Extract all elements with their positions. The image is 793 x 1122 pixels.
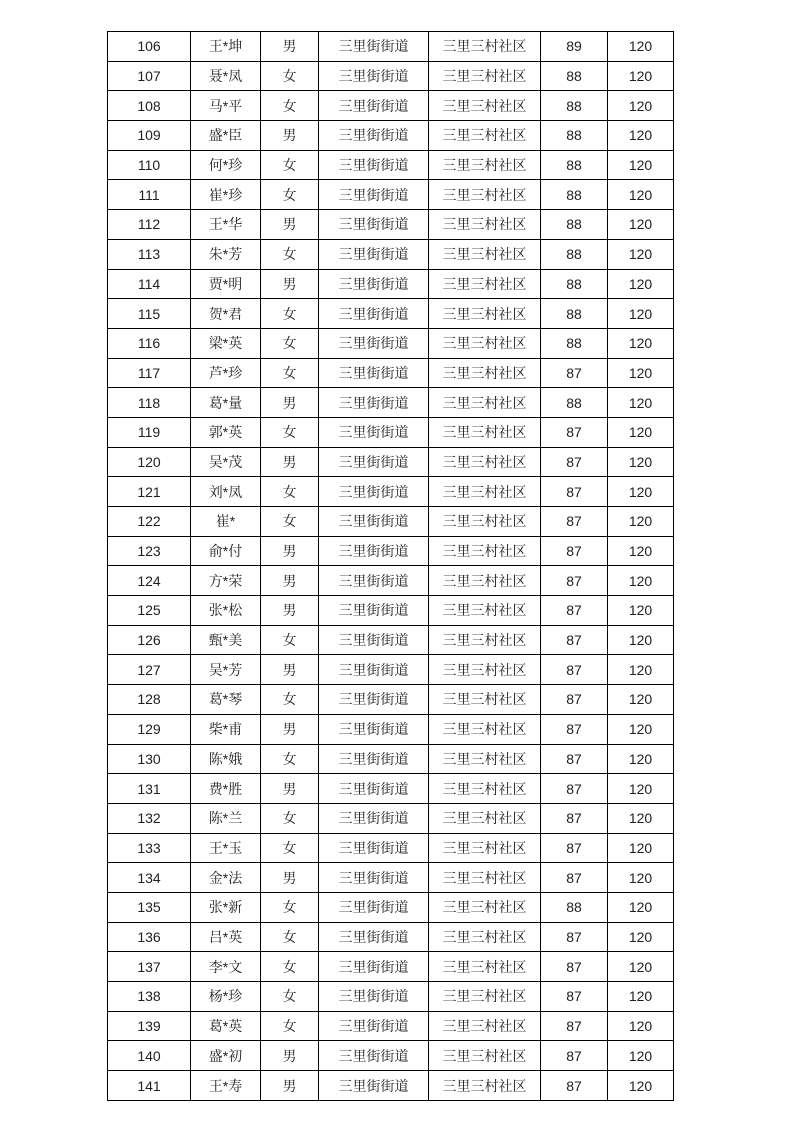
cell-serial-number: 113 xyxy=(108,239,191,269)
cell-community: 三里三村社区 xyxy=(429,863,541,893)
cell-community: 三里三村社区 xyxy=(429,892,541,922)
cell-score: 89 xyxy=(541,32,608,62)
cell-community: 三里三村社区 xyxy=(429,922,541,952)
cell-street: 三里街街道 xyxy=(319,833,429,863)
cell-street: 三里街街道 xyxy=(319,774,429,804)
cell-name: 陈*娥 xyxy=(191,744,261,774)
cell-serial-number: 123 xyxy=(108,536,191,566)
cell-score: 88 xyxy=(541,180,608,210)
cell-amount: 120 xyxy=(608,892,674,922)
cell-gender: 男 xyxy=(261,566,319,596)
cell-serial-number: 116 xyxy=(108,328,191,358)
table-row xyxy=(108,744,674,774)
cell-serial-number: 138 xyxy=(108,982,191,1012)
cell-street: 三里街街道 xyxy=(319,299,429,329)
cell-serial-number: 120 xyxy=(108,447,191,477)
cell-community: 三里三村社区 xyxy=(429,61,541,91)
table-row xyxy=(108,863,674,893)
cell-community: 三里三村社区 xyxy=(429,714,541,744)
cell-score: 87 xyxy=(541,358,608,388)
cell-gender: 男 xyxy=(261,447,319,477)
cell-name: 俞*付 xyxy=(191,536,261,566)
cell-name: 吕*英 xyxy=(191,922,261,952)
cell-amount: 120 xyxy=(608,91,674,121)
cell-gender: 男 xyxy=(261,596,319,626)
cell-community: 三里三村社区 xyxy=(429,833,541,863)
cell-score: 87 xyxy=(541,685,608,715)
cell-score: 87 xyxy=(541,1041,608,1071)
cell-serial-number: 129 xyxy=(108,714,191,744)
cell-name: 陈*兰 xyxy=(191,803,261,833)
table-row xyxy=(108,833,674,863)
cell-score: 87 xyxy=(541,417,608,447)
cell-gender: 女 xyxy=(261,625,319,655)
cell-name: 张*新 xyxy=(191,892,261,922)
cell-score: 88 xyxy=(541,91,608,121)
cell-amount: 120 xyxy=(608,477,674,507)
cell-street: 三里街街道 xyxy=(319,447,429,477)
cell-name: 贺*君 xyxy=(191,299,261,329)
cell-gender: 男 xyxy=(261,714,319,744)
cell-amount: 120 xyxy=(608,803,674,833)
cell-street: 三里街街道 xyxy=(319,61,429,91)
cell-street: 三里街街道 xyxy=(319,685,429,715)
cell-amount: 120 xyxy=(608,180,674,210)
cell-street: 三里街街道 xyxy=(319,417,429,447)
cell-gender: 女 xyxy=(261,892,319,922)
cell-amount: 120 xyxy=(608,1071,674,1101)
cell-score: 87 xyxy=(541,982,608,1012)
cell-name: 吴*茂 xyxy=(191,447,261,477)
cell-street: 三里街街道 xyxy=(319,507,429,537)
cell-score: 87 xyxy=(541,833,608,863)
cell-name: 葛*琴 xyxy=(191,685,261,715)
cell-gender: 男 xyxy=(261,774,319,804)
cell-score: 87 xyxy=(541,536,608,566)
cell-score: 88 xyxy=(541,121,608,151)
cell-name: 盛*臣 xyxy=(191,121,261,151)
cell-amount: 120 xyxy=(608,536,674,566)
table-row xyxy=(108,952,674,982)
cell-gender: 男 xyxy=(261,863,319,893)
table-row xyxy=(108,150,674,180)
cell-gender: 女 xyxy=(261,61,319,91)
cell-name: 方*荣 xyxy=(191,566,261,596)
cell-community: 三里三村社区 xyxy=(429,328,541,358)
cell-name: 刘*凤 xyxy=(191,477,261,507)
table-row xyxy=(108,32,674,62)
cell-community: 三里三村社区 xyxy=(429,1041,541,1071)
cell-serial-number: 114 xyxy=(108,269,191,299)
cell-community: 三里三村社区 xyxy=(429,655,541,685)
cell-score: 88 xyxy=(541,61,608,91)
cell-street: 三里街街道 xyxy=(319,477,429,507)
cell-serial-number: 139 xyxy=(108,1011,191,1041)
cell-amount: 120 xyxy=(608,625,674,655)
cell-gender: 女 xyxy=(261,744,319,774)
cell-community: 三里三村社区 xyxy=(429,774,541,804)
table-row xyxy=(108,892,674,922)
cell-serial-number: 107 xyxy=(108,61,191,91)
cell-gender: 女 xyxy=(261,299,319,329)
cell-street: 三里街街道 xyxy=(319,32,429,62)
cell-gender: 女 xyxy=(261,150,319,180)
cell-score: 87 xyxy=(541,1011,608,1041)
cell-serial-number: 110 xyxy=(108,150,191,180)
cell-community: 三里三村社区 xyxy=(429,625,541,655)
cell-serial-number: 132 xyxy=(108,803,191,833)
cell-gender: 男 xyxy=(261,1071,319,1101)
table-row xyxy=(108,447,674,477)
table-row xyxy=(108,596,674,626)
cell-amount: 120 xyxy=(608,952,674,982)
cell-gender: 男 xyxy=(261,121,319,151)
cell-gender: 女 xyxy=(261,91,319,121)
cell-street: 三里街街道 xyxy=(319,1071,429,1101)
cell-street: 三里街街道 xyxy=(319,863,429,893)
cell-street: 三里街街道 xyxy=(319,596,429,626)
cell-score: 88 xyxy=(541,328,608,358)
cell-name: 盛*初 xyxy=(191,1041,261,1071)
cell-serial-number: 135 xyxy=(108,892,191,922)
table-row xyxy=(108,655,674,685)
table-row xyxy=(108,1011,674,1041)
cell-street: 三里街街道 xyxy=(319,121,429,151)
cell-amount: 120 xyxy=(608,150,674,180)
cell-amount: 120 xyxy=(608,388,674,418)
cell-gender: 女 xyxy=(261,507,319,537)
table-row xyxy=(108,417,674,447)
cell-name: 崔* xyxy=(191,507,261,537)
cell-community: 三里三村社区 xyxy=(429,507,541,537)
cell-gender: 女 xyxy=(261,180,319,210)
cell-serial-number: 119 xyxy=(108,417,191,447)
cell-gender: 女 xyxy=(261,685,319,715)
table-row xyxy=(108,91,674,121)
cell-community: 三里三村社区 xyxy=(429,952,541,982)
cell-street: 三里街街道 xyxy=(319,952,429,982)
cell-score: 87 xyxy=(541,625,608,655)
cell-name: 梁*英 xyxy=(191,328,261,358)
cell-score: 88 xyxy=(541,150,608,180)
table-row xyxy=(108,714,674,744)
cell-name: 何*珍 xyxy=(191,150,261,180)
cell-score: 87 xyxy=(541,447,608,477)
cell-community: 三里三村社区 xyxy=(429,803,541,833)
cell-amount: 120 xyxy=(608,239,674,269)
cell-serial-number: 108 xyxy=(108,91,191,121)
table-row xyxy=(108,61,674,91)
cell-community: 三里三村社区 xyxy=(429,180,541,210)
cell-street: 三里街街道 xyxy=(319,982,429,1012)
table-row xyxy=(108,328,674,358)
cell-gender: 女 xyxy=(261,1011,319,1041)
cell-gender: 男 xyxy=(261,536,319,566)
table-row xyxy=(108,239,674,269)
cell-community: 三里三村社区 xyxy=(429,536,541,566)
cell-name: 杨*珍 xyxy=(191,982,261,1012)
cell-community: 三里三村社区 xyxy=(429,358,541,388)
cell-street: 三里街街道 xyxy=(319,269,429,299)
cell-serial-number: 134 xyxy=(108,863,191,893)
cell-score: 88 xyxy=(541,388,608,418)
cell-street: 三里街街道 xyxy=(319,1011,429,1041)
cell-amount: 120 xyxy=(608,417,674,447)
cell-amount: 120 xyxy=(608,833,674,863)
table-row xyxy=(108,388,674,418)
cell-amount: 120 xyxy=(608,982,674,1012)
table-row xyxy=(108,507,674,537)
cell-score: 87 xyxy=(541,714,608,744)
cell-gender: 男 xyxy=(261,32,319,62)
cell-amount: 120 xyxy=(608,863,674,893)
cell-name: 王*寿 xyxy=(191,1071,261,1101)
cell-score: 87 xyxy=(541,655,608,685)
cell-amount: 120 xyxy=(608,61,674,91)
cell-amount: 120 xyxy=(608,1041,674,1071)
cell-score: 88 xyxy=(541,239,608,269)
cell-community: 三里三村社区 xyxy=(429,91,541,121)
cell-street: 三里街街道 xyxy=(319,714,429,744)
table-row xyxy=(108,1041,674,1071)
cell-serial-number: 109 xyxy=(108,121,191,151)
cell-community: 三里三村社区 xyxy=(429,744,541,774)
cell-serial-number: 111 xyxy=(108,180,191,210)
cell-name: 郭*英 xyxy=(191,417,261,447)
cell-community: 三里三村社区 xyxy=(429,685,541,715)
cell-serial-number: 115 xyxy=(108,299,191,329)
cell-community: 三里三村社区 xyxy=(429,210,541,240)
cell-community: 三里三村社区 xyxy=(429,417,541,447)
cell-serial-number: 117 xyxy=(108,358,191,388)
cell-community: 三里三村社区 xyxy=(429,447,541,477)
cell-amount: 120 xyxy=(608,507,674,537)
cell-street: 三里街街道 xyxy=(319,744,429,774)
cell-gender: 女 xyxy=(261,952,319,982)
table-row xyxy=(108,1071,674,1101)
cell-street: 三里街街道 xyxy=(319,328,429,358)
cell-street: 三里街街道 xyxy=(319,922,429,952)
cell-serial-number: 106 xyxy=(108,32,191,62)
cell-amount: 120 xyxy=(608,566,674,596)
table-row xyxy=(108,566,674,596)
cell-street: 三里街街道 xyxy=(319,180,429,210)
cell-community: 三里三村社区 xyxy=(429,1071,541,1101)
cell-amount: 120 xyxy=(608,328,674,358)
cell-street: 三里街街道 xyxy=(319,239,429,269)
table-row xyxy=(108,774,674,804)
cell-amount: 120 xyxy=(608,32,674,62)
cell-name: 王*坤 xyxy=(191,32,261,62)
table-row xyxy=(108,922,674,952)
cell-score: 87 xyxy=(541,1071,608,1101)
cell-amount: 120 xyxy=(608,774,674,804)
table-row xyxy=(108,536,674,566)
table-row xyxy=(108,180,674,210)
cell-street: 三里街街道 xyxy=(319,655,429,685)
cell-name: 李*文 xyxy=(191,952,261,982)
cell-score: 87 xyxy=(541,566,608,596)
table-row xyxy=(108,269,674,299)
cell-street: 三里街街道 xyxy=(319,892,429,922)
cell-gender: 女 xyxy=(261,803,319,833)
cell-street: 三里街街道 xyxy=(319,150,429,180)
table-row xyxy=(108,477,674,507)
cell-name: 芦*珍 xyxy=(191,358,261,388)
cell-gender: 女 xyxy=(261,239,319,269)
cell-score: 87 xyxy=(541,952,608,982)
cell-street: 三里街街道 xyxy=(319,1041,429,1071)
table-row xyxy=(108,803,674,833)
cell-amount: 120 xyxy=(608,655,674,685)
cell-street: 三里街街道 xyxy=(319,210,429,240)
cell-name: 崔*珍 xyxy=(191,180,261,210)
cell-amount: 120 xyxy=(608,596,674,626)
cell-score: 88 xyxy=(541,210,608,240)
cell-gender: 男 xyxy=(261,210,319,240)
cell-amount: 120 xyxy=(608,269,674,299)
cell-amount: 120 xyxy=(608,210,674,240)
cell-gender: 男 xyxy=(261,1041,319,1071)
cell-serial-number: 121 xyxy=(108,477,191,507)
cell-serial-number: 127 xyxy=(108,655,191,685)
cell-score: 87 xyxy=(541,596,608,626)
cell-amount: 120 xyxy=(608,121,674,151)
cell-street: 三里街街道 xyxy=(319,803,429,833)
cell-amount: 120 xyxy=(608,447,674,477)
cell-score: 87 xyxy=(541,477,608,507)
cell-serial-number: 141 xyxy=(108,1071,191,1101)
cell-community: 三里三村社区 xyxy=(429,388,541,418)
cell-amount: 120 xyxy=(608,714,674,744)
cell-serial-number: 130 xyxy=(108,744,191,774)
cell-community: 三里三村社区 xyxy=(429,1011,541,1041)
table-row xyxy=(108,121,674,151)
cell-amount: 120 xyxy=(608,744,674,774)
cell-serial-number: 136 xyxy=(108,922,191,952)
cell-score: 87 xyxy=(541,922,608,952)
cell-community: 三里三村社区 xyxy=(429,269,541,299)
cell-street: 三里街街道 xyxy=(319,536,429,566)
cell-community: 三里三村社区 xyxy=(429,566,541,596)
cell-amount: 120 xyxy=(608,685,674,715)
cell-amount: 120 xyxy=(608,1011,674,1041)
cell-community: 三里三村社区 xyxy=(429,32,541,62)
table-row xyxy=(108,685,674,715)
cell-street: 三里街街道 xyxy=(319,91,429,121)
cell-name: 马*平 xyxy=(191,91,261,121)
cell-community: 三里三村社区 xyxy=(429,982,541,1012)
cell-street: 三里街街道 xyxy=(319,388,429,418)
cell-serial-number: 137 xyxy=(108,952,191,982)
cell-name: 聂*凤 xyxy=(191,61,261,91)
table-row xyxy=(108,210,674,240)
cell-serial-number: 128 xyxy=(108,685,191,715)
data-table xyxy=(107,31,674,1101)
cell-score: 87 xyxy=(541,863,608,893)
table-row xyxy=(108,625,674,655)
cell-name: 费*胜 xyxy=(191,774,261,804)
cell-score: 88 xyxy=(541,269,608,299)
cell-name: 张*松 xyxy=(191,596,261,626)
cell-name: 葛*英 xyxy=(191,1011,261,1041)
table-row xyxy=(108,982,674,1012)
cell-gender: 女 xyxy=(261,477,319,507)
cell-name: 葛*量 xyxy=(191,388,261,418)
cell-gender: 男 xyxy=(261,388,319,418)
cell-amount: 120 xyxy=(608,922,674,952)
cell-amount: 120 xyxy=(608,299,674,329)
cell-amount: 120 xyxy=(608,358,674,388)
cell-serial-number: 133 xyxy=(108,833,191,863)
cell-serial-number: 124 xyxy=(108,566,191,596)
cell-serial-number: 126 xyxy=(108,625,191,655)
cell-gender: 女 xyxy=(261,417,319,447)
cell-community: 三里三村社区 xyxy=(429,239,541,269)
cell-serial-number: 122 xyxy=(108,507,191,537)
cell-gender: 女 xyxy=(261,982,319,1012)
cell-score: 88 xyxy=(541,892,608,922)
cell-serial-number: 125 xyxy=(108,596,191,626)
cell-name: 朱*芳 xyxy=(191,239,261,269)
cell-name: 甄*美 xyxy=(191,625,261,655)
cell-community: 三里三村社区 xyxy=(429,150,541,180)
cell-community: 三里三村社区 xyxy=(429,596,541,626)
cell-score: 87 xyxy=(541,744,608,774)
cell-gender: 女 xyxy=(261,358,319,388)
cell-serial-number: 112 xyxy=(108,210,191,240)
cell-score: 87 xyxy=(541,803,608,833)
cell-score: 88 xyxy=(541,299,608,329)
cell-score: 87 xyxy=(541,507,608,537)
cell-serial-number: 118 xyxy=(108,388,191,418)
table-row xyxy=(108,299,674,329)
cell-name: 金*法 xyxy=(191,863,261,893)
cell-score: 87 xyxy=(541,774,608,804)
cell-street: 三里街街道 xyxy=(319,625,429,655)
cell-community: 三里三村社区 xyxy=(429,477,541,507)
cell-name: 王*华 xyxy=(191,210,261,240)
table-row xyxy=(108,358,674,388)
cell-gender: 女 xyxy=(261,328,319,358)
cell-street: 三里街街道 xyxy=(319,566,429,596)
cell-name: 王*玉 xyxy=(191,833,261,863)
cell-street: 三里街街道 xyxy=(319,358,429,388)
cell-gender: 男 xyxy=(261,655,319,685)
cell-community: 三里三村社区 xyxy=(429,299,541,329)
cell-name: 吴*芳 xyxy=(191,655,261,685)
cell-gender: 女 xyxy=(261,922,319,952)
cell-name: 贾*明 xyxy=(191,269,261,299)
cell-serial-number: 131 xyxy=(108,774,191,804)
cell-serial-number: 140 xyxy=(108,1041,191,1071)
table-body xyxy=(108,32,674,1101)
cell-name: 柴*甫 xyxy=(191,714,261,744)
cell-gender: 男 xyxy=(261,269,319,299)
cell-community: 三里三村社区 xyxy=(429,121,541,151)
cell-gender: 女 xyxy=(261,833,319,863)
